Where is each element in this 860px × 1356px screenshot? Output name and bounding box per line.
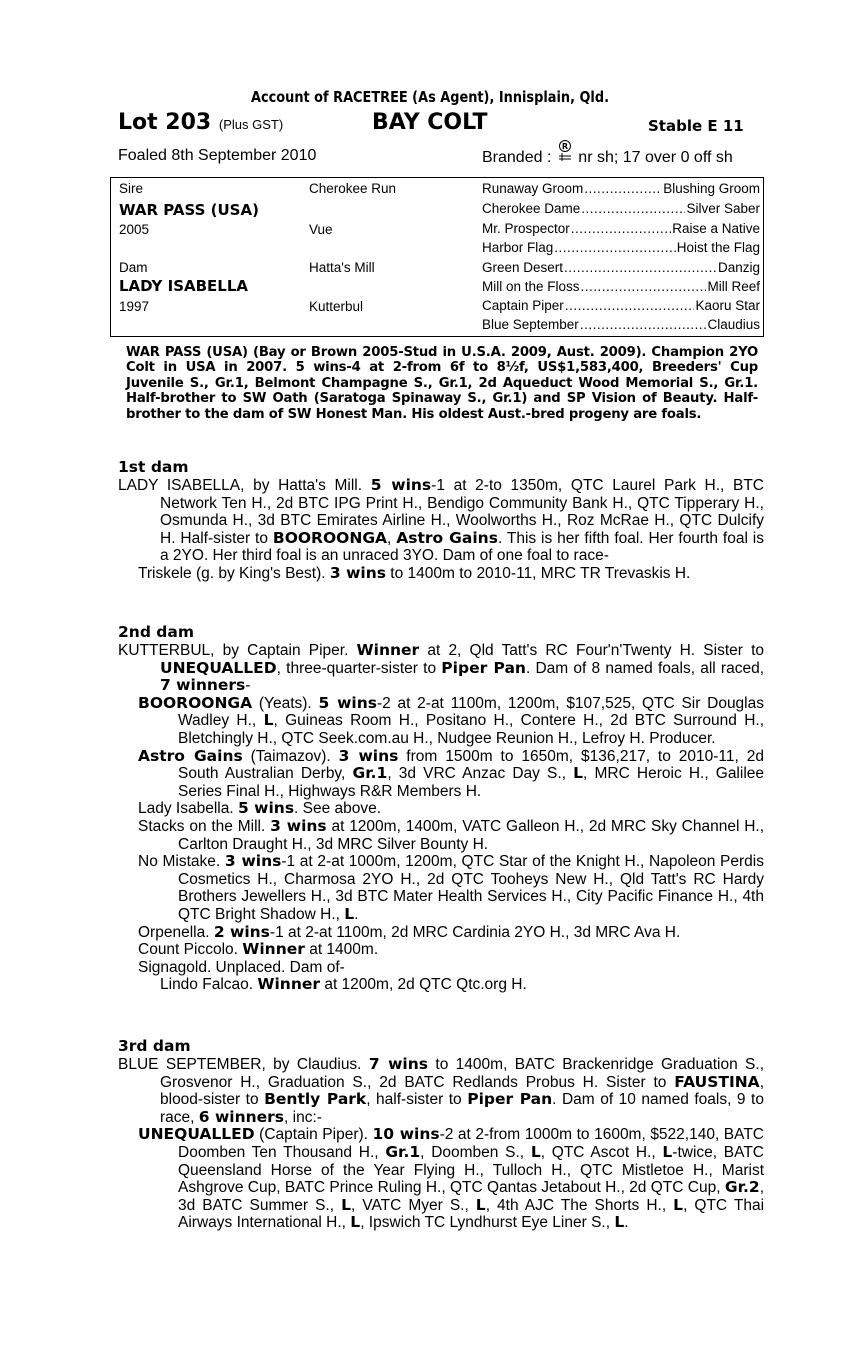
progeny-entry: Triskele (g. by King's Best). 3 wins to 1400m to 2010-11, MRC TR Trevaskis H. [138, 563, 691, 582]
section-heading: 2nd dam [118, 623, 195, 641]
progeny-entry: Orpenella. 2 wins-1 at 2-at 1100m, 2d MRC Cardinia 2YO H., 3d MRC Ava H. [138, 922, 681, 941]
sire-dam: Vue [309, 222, 333, 237]
progeny-entry: Count Piccolo. Winner at 1400m. [138, 940, 379, 959]
dam-sire: Hatta's Mill [309, 260, 375, 275]
progeny-entry: No Mistake. 3 wins-1 at 2-at 1000m, 1200m, QTC Star of the Knight H., Napoleon Perdis Cosmetics H., Charmosa 2YO H., 2d QTC Tooheys New H., Qld Tatt's RC Hardy Brothers Jewellers H., 3d BTC Mater Health Services H., City Pacific Finance H., 4th QTC Bright Shadow H., L. [138, 852, 764, 923]
dam-name: LADY ISABELLA [119, 277, 249, 295]
sire-year: 2005 [119, 222, 150, 237]
dam-paragraph: BLUE SEPTEMBER, by Claudius. 7 wins to 1400m, BATC Brackenridge Graduation S., Grosvenor H., Graduation S., 2d BATC Redlands Probus H. Sister to FAUSTINA, blood-sister to Bently Park, half-sister to Piper Pan. Dam of 10 named foals, 9 to race, 6 winners, inc:- [118, 1055, 765, 1126]
progeny-entry: Lindo Falcao. Winner at 1200m, 2d QTC Qtc.org H. [160, 975, 527, 994]
pedigree-table [110, 177, 764, 337]
progeny-entry: Signagold. Unplaced. Dam of- [138, 958, 345, 976]
brand-symbol-icon [556, 142, 574, 165]
progeny-entry: Lady Isabella. 5 wins. See above. [138, 799, 382, 818]
stable-location: Stable E 11 [648, 117, 744, 135]
ancestor-row: Harbor Flag ..... Hoist the Flag [482, 240, 760, 255]
branded-label: Branded : [482, 149, 552, 166]
vendor-account: Account of RACETREE (As Agent), Innisplain, Qld. [251, 88, 609, 106]
dam-paragraph: LADY ISABELLA, by Hatta's Mill. 5 wins-1 at 2-to 1350m, QTC Laurel Park H., BTC Network Ten H., 2d BTC IPG Print H., Bendigo Community Bank H., QTC Tipperary H., Osmunda H., 3d BTC Emirates Airline H., Woolworths H., Roz McRae H., QTC Dulcify H. Half-sister to BOOROONGA, Astro Gains. This is her fifth foal. Her fourth foal is a 2YO. Her third foal is an unraced 3YO. Dam of one foal to race- [118, 476, 765, 565]
ancestor-row: Blue September ..... Claudius [482, 317, 760, 332]
horse-title: BAY COLT [372, 110, 488, 135]
svg-text:R: R [561, 142, 568, 151]
foaled-date: Foaled 8th September 2010 [118, 147, 317, 164]
dam-label: Dam [119, 260, 148, 275]
second-dam-section [118, 623, 764, 994]
sire-summary: WAR PASS (USA) (Bay or Brown 2005-Stud in U.S.A. 2009, Aust. 2009). Champion 2YO Colt in USA in 2007. 5 wins-4 at 2-from 6f to 8½f, US$1,583,400, Breeders' Cup Juvenile S., Gr.1, Belmont Champagne S., Gr.1, 2d Aqueduct Wood Memorial S., Gr.1. Half-brother to SW Oath (Saratoga Spinaway S., Gr.1) and SP Vision of Beauty. Half-brother to the dam of SW Honest Man. His oldest Aust.-bred progeny are foals. [126, 345, 758, 422]
ancestor-row: Mill on the Floss ..... Mill Reef [482, 279, 760, 294]
branded-marks: nr sh; 17 over 0 off sh [578, 149, 733, 166]
progeny-entry: UNEQUALLED (Captain Piper). 10 wins-2 at 2-from 1000m to 1600m, $522,140, BATC Doomben Ten Thousand H., Gr.1, Doomben S., L, QTC Ascot H., L-twice, BATC Queensland Horse of the Year Flying H., Tulloch H., QTC Mistletoe H., Marist Ashgrove Cup, BATC Prince Ruling H., QTC Qantas Jetabout H., 2d QTC Cup, Gr.2, 3d BATC Summer S., L, VATC Myer S., L, 4th AJC The Shorts H., L, QTC Thai Airways International H., L, Ipswich TC Lyndhurst Eye Liner S., L. [138, 1125, 765, 1232]
section-heading: 1st dam [118, 458, 189, 476]
dam-dam: Kutterbul [309, 299, 364, 314]
ancestor-row: Runaway Groom ..... Blushing Groom [482, 181, 760, 196]
dam-year: 1997 [119, 299, 150, 314]
ancestor-row: Captain Piper ..... Kaoru Star [482, 298, 760, 313]
lot-label: Lot 203 [118, 110, 212, 135]
ancestor-row: Mr. Prospector ..... Raise a Native [482, 221, 760, 236]
ancestor-row: Green Desert ..... Danzig [482, 260, 760, 275]
brand-description [482, 142, 733, 167]
sire-label: Sire [119, 181, 144, 196]
ancestor-row: Cherokee Dame ..... Silver Saber [482, 201, 760, 216]
progeny-entry: Astro Gains (Taimazov). 3 wins from 1500m to 1650m, $136,217, to 2010-11, 2d South Australian Derby, Gr.1, 3d VRC Anzac Day S., L, MRC Heroic H., Galilee Series Final H., Highways R&R Members H. [138, 746, 765, 800]
lot-number [118, 110, 283, 135]
section-heading: 3rd dam [118, 1037, 191, 1055]
first-dam-section [118, 458, 764, 583]
sire-sire: Cherokee Run [309, 181, 397, 196]
progeny-entry: BOOROONGA (Yeats). 5 wins-2 at 2-at 1100m, 1200m, $107,525, QTC Sir Douglas Wadley H., L, Guineas Room H., Positano H., Contere H., 2d BTC Surround H., Bletchingly H., QTC Seek.com.au H., Nudgee Reunion H., Lefroy H. Producer. [138, 693, 765, 747]
progeny-entry: Stacks on the Mill. 3 wins at 1200m, 1400m, VATC Galleon H., 2d MRC Sky Channel H., Carlton Draught H., 3d MRC Silver Bounty H. [138, 816, 765, 853]
gst-note: (Plus GST) [218, 117, 284, 132]
sire-name: WAR PASS (USA) [119, 201, 259, 219]
dam-paragraph: KUTTERBUL, by Captain Piper. Winner at 2, Qld Tatt's RC Four'n'Twenty H. Sister to UNEQUALLED, three-quarter-sister to Piper Pan. Dam of 8 named foals, all raced, 7 winners- [118, 641, 765, 695]
third-dam-section [118, 1037, 764, 1232]
